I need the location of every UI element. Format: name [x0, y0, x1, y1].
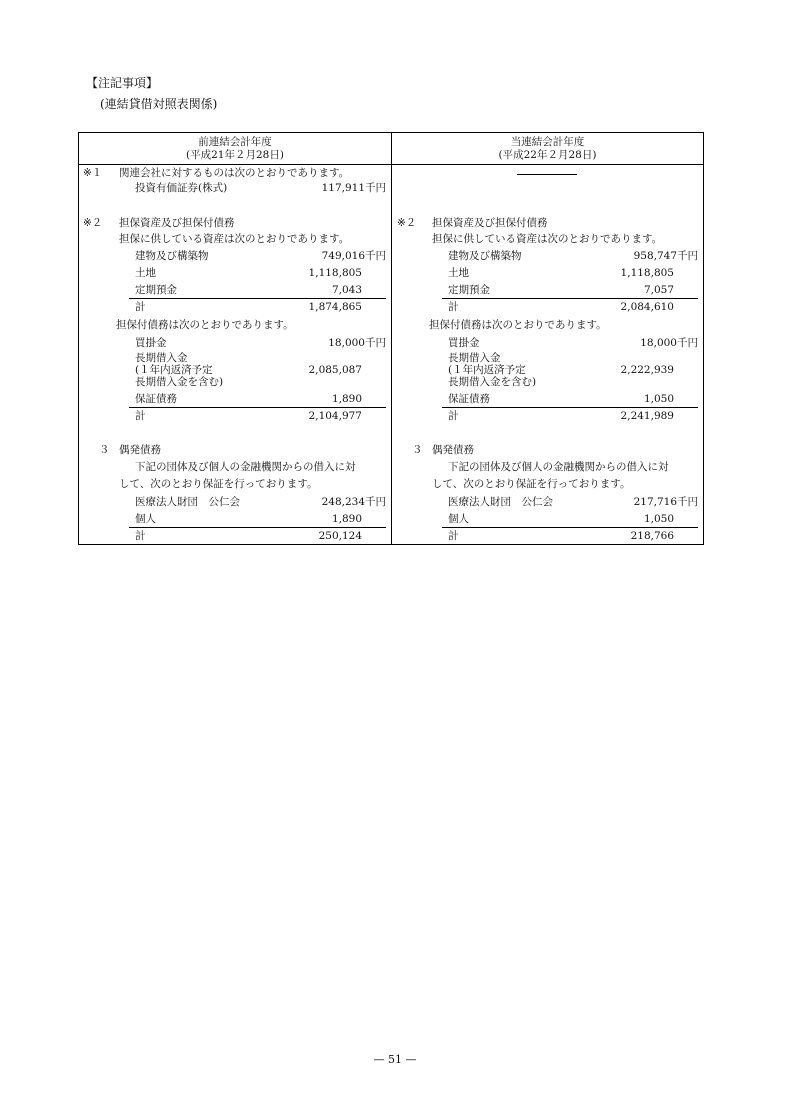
subtotal-rule	[442, 527, 698, 528]
page-number: — 51 —	[373, 1053, 417, 1066]
asset-value: 7,043	[331, 284, 362, 296]
note-intro: 担保付債務は次のとおりであります。	[116, 319, 294, 331]
asset-value: 7,057	[643, 284, 674, 296]
asset-label: 土地	[448, 267, 469, 279]
debt-label: 保証債務	[448, 393, 490, 405]
note-intro: 担保に供している資産は次のとおりであります。	[432, 233, 663, 245]
total-label: 計	[448, 530, 459, 542]
note-title: 担保資産及び担保付債務	[119, 217, 235, 229]
debt-label: 買掛金	[135, 337, 167, 349]
total-label: 計	[135, 530, 146, 542]
asset-value: 749,016千円	[321, 250, 386, 262]
note-text: 下記の団体及び個人の金融機関からの借入に対	[448, 461, 669, 473]
note-mark: ３	[412, 444, 423, 456]
debt-label: 買掛金	[448, 337, 480, 349]
asset-label: 建物及び構築物	[135, 250, 209, 262]
total-label: 計	[448, 301, 459, 313]
note-title: 担保資産及び担保付債務	[432, 217, 548, 229]
debt-label: (１年内返済予定	[448, 364, 526, 376]
total-value: 218,766	[630, 530, 674, 542]
guarantee-label: 個人	[135, 513, 156, 525]
note-title: 偶発債務	[119, 444, 161, 456]
total-label: 計	[448, 410, 459, 422]
note-text: 関連会社に対するものは次のとおりであります。	[119, 167, 350, 179]
notes-heading: 【注記事項】	[86, 76, 159, 90]
asset-value: 1,118,805	[620, 267, 674, 279]
total-value: 250,124	[318, 530, 362, 542]
guarantee-value: 248,234千円	[321, 496, 386, 508]
total-value: 2,104,977	[308, 410, 362, 422]
note-mark: ※２	[397, 217, 417, 229]
subtotal-rule	[129, 407, 386, 408]
total-label: 計	[135, 410, 146, 422]
debt-value: 1,890	[331, 393, 362, 405]
debt-label: 長期借入金を含む)	[135, 376, 224, 388]
note-text: して、次のとおり保証を行っております。	[119, 478, 318, 490]
asset-label: 建物及び構築物	[448, 250, 522, 262]
debt-value: 18,000千円	[328, 337, 386, 349]
debt-value: 2,222,939	[620, 364, 674, 376]
note-intro: 担保付債務は次のとおりであります。	[429, 319, 607, 331]
column-header-title: 当連結会計年度	[510, 136, 585, 148]
debt-value: 2,085,087	[308, 364, 362, 376]
total-label: 計	[135, 301, 146, 313]
asset-value: 1,118,805	[308, 267, 362, 279]
balance-sheet-notes-table	[78, 132, 704, 545]
debt-label: (１年内返済予定	[135, 364, 213, 376]
item-value: 117,911千円	[321, 182, 386, 194]
subtotal-rule	[129, 527, 386, 528]
guarantee-value: 1,050	[643, 513, 674, 525]
debt-value: 18,000千円	[640, 337, 698, 349]
guarantee-value: 1,890	[331, 513, 362, 525]
subtotal-rule	[129, 298, 386, 299]
note-text: して、次のとおり保証を行っております。	[432, 478, 631, 490]
guarantee-value: 217,716千円	[633, 496, 698, 508]
subtotal-rule	[442, 407, 698, 408]
column-header-date: (平成21年２月28日)	[186, 149, 284, 161]
note-mark: ３	[99, 444, 110, 456]
note-mark: ※２	[83, 217, 103, 229]
subtotal-rule	[442, 298, 698, 299]
item-label: 投資有価証券(株式)	[135, 182, 228, 194]
previous-year-column	[79, 133, 391, 544]
asset-label: 定期預金	[135, 284, 177, 296]
asset-label: 土地	[135, 267, 156, 279]
debt-label: 長期借入金	[135, 352, 188, 364]
guarantee-label: 個人	[448, 513, 469, 525]
asset-value: 958,747千円	[633, 250, 698, 262]
debt-label: 長期借入金を含む)	[448, 376, 537, 388]
note-mark: ※１	[83, 167, 103, 179]
no-entry-dash	[517, 174, 577, 175]
debt-label: 長期借入金	[448, 352, 501, 364]
column-header-title: 前連結会計年度	[198, 136, 272, 148]
note-intro: 担保に供している資産は次のとおりであります。	[119, 233, 350, 245]
current-year-column	[392, 133, 703, 544]
note-text: 下記の団体及び個人の金融機関からの借入に対	[135, 461, 356, 473]
debt-value: 1,050	[643, 393, 674, 405]
debt-label: 保証債務	[135, 393, 177, 405]
total-value: 2,084,610	[620, 301, 674, 313]
total-value: 2,241,989	[620, 410, 674, 422]
guarantee-label: 医療法人財団 公仁会	[448, 496, 553, 508]
column-header-date: (平成22年２月28日)	[498, 149, 597, 161]
asset-label: 定期預金	[448, 284, 490, 296]
section-subheading: (連結貸借対照表関係)	[100, 97, 218, 111]
total-value: 1,874,865	[308, 301, 362, 313]
guarantee-label: 医療法人財団 公仁会	[135, 496, 240, 508]
note-title: 偶発債務	[432, 444, 474, 456]
